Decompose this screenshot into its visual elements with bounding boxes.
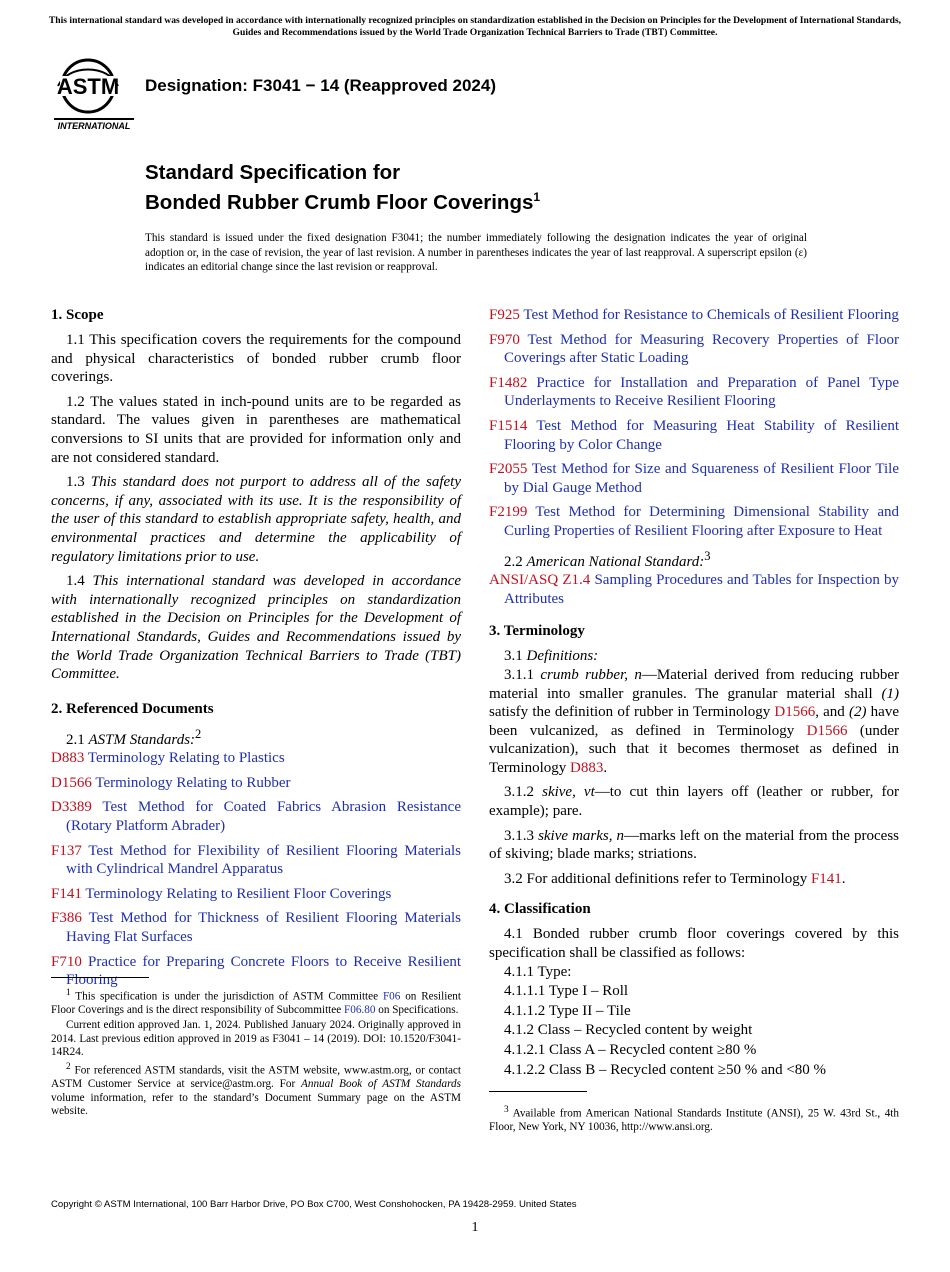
footnote-3: $^3$ Available from American National Standards Institute (ANSI), 25 W. 43rd St., 4th Floor, New York, NY 10036, http://www.ansi.org. (489, 1105, 899, 1134)
astm-logo (52, 56, 136, 132)
term-crumb-rubber: 3.1.1 crumb rubber, n—Material derived from reducing rubber material into smaller granules. The granular material shall (1) satisfy the definition of rubber in Terminology D1566, and (2) have been vulcanized, as defined in Terminology D1566 (under vulcanization), such that it becomes thermoset as defined in Terminology D883. (489, 666, 900, 776)
left-column (51, 306, 461, 996)
footnote-divider (51, 977, 149, 978)
link-d1566[interactable]: D1566 (774, 704, 816, 721)
scope-1-4: 1.4 This international standard was developed in accordance with internationally recognized principles on standardization established in the Decision on Principles for the Development of International Standards, Guides and Recommendations issued by the World Trade Organization Technical Barriers to Trade (TBT) Committee. (51, 573, 462, 683)
ref-f1482[interactable]: F1482 Practice for Installation and Preparation of Panel Type Underlayments to Receive Resilient Flooring (489, 374, 899, 410)
link-d883[interactable]: D883 (570, 759, 604, 776)
ref-f1514[interactable]: F1514 Test Method for Measuring Heat Stability of Resilient Flooring by Color Change (489, 417, 899, 453)
ansi-standard-label: 2.2 American National Standard:$^3$ (504, 548, 711, 570)
classification-4-1: 4.1 Bonded rubber crumb floor coverings covered by this specification shall be classified as follows: (489, 926, 899, 962)
ref-d883[interactable]: D883 Terminology Relating to Plastics (51, 750, 285, 767)
tbt-notice: This international standard was developed in accordance with internationally recognized principles on standardization established in the Decision on Principles for the Development of International Standards, Guides and Recommendations issued by the World Trade Organization Technical Barriers to Trade (TBT) Committee. (48, 15, 902, 38)
copyright: Copyright © ASTM International, 100 Barr Harbor Drive, PO Box C700, West Conshohocken, PA 19428-2959. United States (51, 1199, 577, 1210)
footnote-divider-right (489, 1091, 587, 1092)
title-line-1: Standard Specification for (145, 161, 401, 184)
ref-f710[interactable]: F710 Practice for Preparing Concrete Floors to Receive Resilient Flooring (51, 953, 462, 989)
title-footnote-mark: 1 (533, 190, 541, 204)
terminology-heading: 3. Terminology (489, 623, 585, 640)
scope-1-3: 1.3 This standard does not purport to address all of the safety concerns, if any, associated with its use. It is the responsibility of the user of this standard to establish appropriate safety, health, and environmental practices and determine the applicability of regulatory limitations prior to use. (51, 474, 461, 565)
definitions-label: 3.1 Definitions: (504, 648, 599, 665)
ref-d3389[interactable]: D3389 Test Method for Coated Fabrics Abrasion Resistance (Rotary Platform Abrader) (51, 799, 462, 835)
terminology-3-2: 3.2 For additional definitions refer to Terminology F141. (504, 870, 846, 887)
classification-heading: 4. Classification (489, 901, 591, 918)
scope-1-2: 1.2 The values stated in inch-pound units are to be regarded as standard. The values given in parentheses are mathematical conversions to SI units that are provided for information only and are not considered standard. (51, 393, 461, 466)
term-skive: 3.1.2 skive, vt—to cut thin layers off (leather or rubber, for example); pare. (489, 784, 899, 820)
class-line: 4.1.2 Class – Recycled content by weight (504, 1022, 753, 1039)
scope-heading: 1. Scope (51, 307, 104, 323)
class-line: 4.1.1.1 Type I – Roll (504, 983, 629, 1000)
link-f06[interactable]: F06 (382, 990, 401, 1003)
ref-f137[interactable]: F137 Test Method for Flexibility of Resilient Flooring Materials with Cylindrical Mandrel Apparatus (51, 842, 462, 878)
astm-standards-label: 2.1 ASTM Standards:$^2$ (66, 726, 202, 748)
footnotes (51, 987, 461, 1120)
class-line: 4.1.1.2 Type II – Tile (504, 1002, 631, 1019)
logo-subtext: INTERNATIONAL (57, 121, 131, 131)
link-f06-80[interactable]: F06.80 (344, 1004, 376, 1017)
footnote-1: $^1$ This specification is under the jurisdiction of ASTM Committee F06 on Resilient Floor Coverings and is the direct responsibility of Subcommittee F06.80 on Specifications. (51, 988, 461, 1017)
scope-1-1: 1.1 This specification covers the requirements for the compound and physical characteristics of bonded rubber crumb floor coverings. (51, 332, 461, 386)
ref-f141[interactable]: F141 Terminology Relating to Resilient Floor Coverings (51, 885, 392, 902)
designation: Designation: F3041 − 14 (Reapproved 2024) (145, 76, 496, 95)
right-column (489, 306, 899, 1080)
footnote-2: $^2$ For referenced ASTM standards, visit the ASTM website, www.astm.org, or contact ASTM Customer Service at service@astm.org. For Annual Book of ASTM Standards volume information, refer to the standard’s Document Summary page on the ASTM website. (51, 1061, 461, 1118)
title-line-2: Bonded Rubber Crumb Floor Coverings$^1$ (145, 190, 541, 214)
referenced-heading: 2. Referenced Documents (51, 700, 214, 717)
ref-f386[interactable]: F386 Test Method for Thickness of Resilient Flooring Materials Having Flat Surfaces (51, 910, 462, 946)
link-f141[interactable]: F141 (810, 870, 842, 887)
ref-d1566[interactable]: D1566 Terminology Relating to Rubber (51, 774, 291, 791)
class-line: 4.1.2.1 Class A – Recycled content ≥80 % (504, 1042, 757, 1058)
term-skive-marks: 3.1.3 skive marks, n—marks left on the material from the process of skiving; blade marks; striations. (489, 827, 900, 863)
footnote-1-edition: Current edition approved Jan. 1, 2024. Published January 2024. Originally approved in 2014. Last previous edition approved in 2019 as F3041 – 14 (2019). DOI: 10.1520/F3041-14R24. (51, 1018, 461, 1059)
astm-logo-icon (52, 56, 136, 132)
ref-f2055[interactable]: F2055 Test Method for Size and Squareness of Resilient Floor Tile by Dial Gauge Method (489, 461, 899, 496)
logo-text: ASTM (56, 74, 120, 99)
link-d1566-2[interactable]: D1566 (806, 722, 848, 739)
ref-ansi-z1-4[interactable]: ANSI/ASQ Z1.4 Sampling Procedures and Tables for Inspection by Attributes (489, 572, 899, 607)
ref-f970[interactable]: F970 Test Method for Measuring Recovery Properties of Floor Coverings after Static Loading (489, 331, 899, 367)
page-number: 1 (471, 1220, 479, 1235)
document-title (145, 160, 540, 215)
issuance-note: This standard is issued under the fixed designation F3041; the number immediately following the designation indicates the year of original adoption or, in the case of revision, the year of last revision. A number in parentheses indicates the year of last reapproval. A superscript epsilon (ε) indicates an editorial change since the last revision or reapproval. (145, 232, 807, 274)
ref-f2199[interactable]: F2199 Test Method for Determining Dimensional Stability and Curling Properties of Resilient Flooring after Exposure to Heat (489, 504, 899, 539)
class-line: 4.1.2.2 Class B – Recycled content ≥50 % and <80 % (504, 1061, 827, 1078)
class-line: 4.1.1 Type: (504, 963, 572, 980)
ref-f925[interactable]: F925 Test Method for Resistance to Chemicals of Resilient Flooring (489, 307, 899, 323)
